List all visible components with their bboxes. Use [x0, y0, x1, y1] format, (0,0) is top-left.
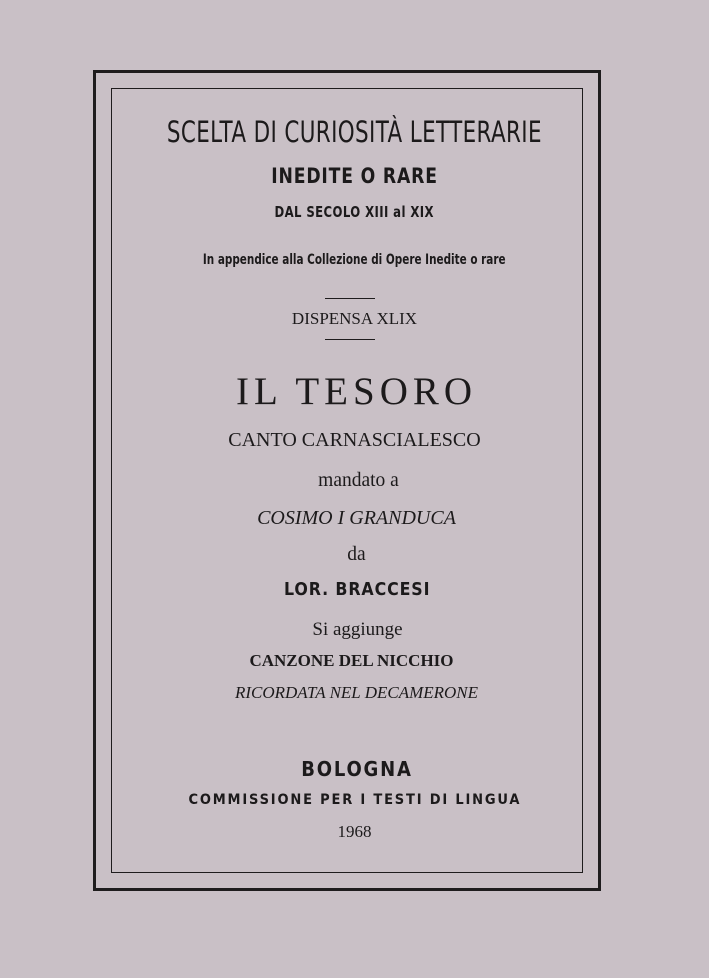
work-sent-to: mandato a [318, 470, 399, 491]
series-title-line [0, 115, 709, 149]
series-appendix: In appendice alla Collezione di Opere Inedite o rare [203, 252, 506, 268]
imprint-year: 1968 [337, 822, 372, 841]
series-appendix-line [0, 252, 709, 268]
issue-rule-top [325, 298, 375, 299]
imprint-city-line [0, 759, 709, 780]
imprint-city: BOLOGNA [300, 757, 413, 781]
work-genre: CANTO CARNASCIALESCO [228, 429, 481, 451]
imprint-publisher-line [0, 792, 709, 808]
work-added: Si aggiunge [312, 619, 403, 640]
series-period-line [0, 205, 709, 221]
issue-rule-bottom [325, 339, 375, 340]
extra-note: RICORDATA NEL DECAMERONE [234, 683, 479, 702]
work-author: LOR. BRACCESI [284, 579, 431, 600]
series-subtitle: INEDITE O RARE [271, 164, 438, 188]
work-author-line [0, 581, 709, 599]
series-period: DAL SECOLO XIII al XIX [274, 203, 435, 221]
series-title: SCELTA DI CURIOSITÀ LETTERARIE [166, 115, 543, 149]
imprint-publisher: COMMISSIONE PER I TESTI DI LINGUA [188, 792, 521, 808]
series-subtitle-line [0, 166, 709, 187]
work-title: IL TESORO [235, 370, 478, 413]
issue-number: DISPENSA XLIX [291, 309, 418, 328]
work-recipient: COSIMO I GRANDUCA [257, 507, 456, 529]
extra-title: CANZONE DEL NICCHIO [249, 651, 454, 670]
work-by: da [347, 544, 366, 565]
